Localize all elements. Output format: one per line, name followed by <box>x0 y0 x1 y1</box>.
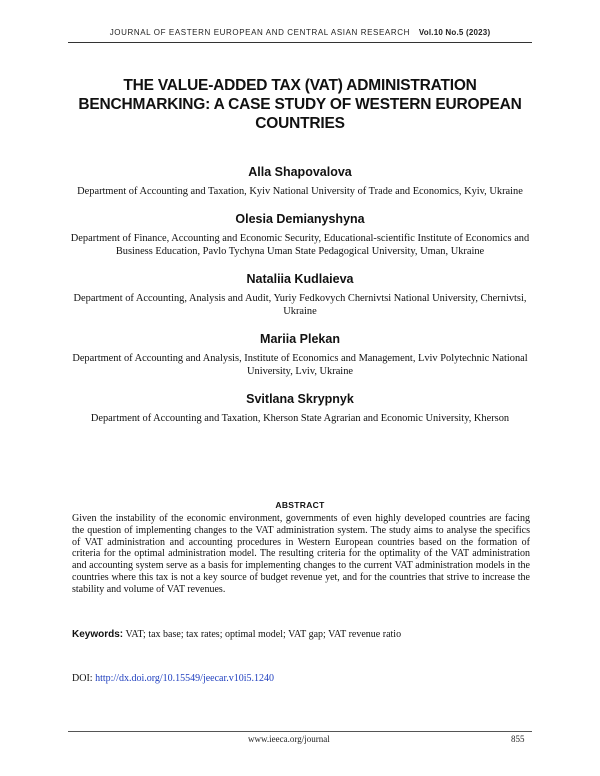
doi-link[interactable]: http://dx.doi.org/10.15549/jeecar.v10i5.1240 <box>95 673 275 684</box>
keywords-line <box>72 629 530 641</box>
author-name: Olesia Demianyshyna <box>235 212 365 226</box>
author-affiliation: Department of Accounting, Analysis and Audit, Yuriy Fedkovych Chernivtsi National University, Chernivtsi, Ukraine <box>73 293 527 317</box>
keywords-label: Keywords: <box>72 629 124 640</box>
page-number: 855 <box>511 734 525 744</box>
author-name: Alla Shapovalova <box>248 165 352 179</box>
author-block <box>60 271 540 318</box>
footer-url: www.ieeca.org/journal <box>248 734 330 744</box>
journal-header <box>0 28 600 37</box>
author-affiliation: Department of Finance, Accounting and Economic Security, Educational-scientific Institute of Economics and Business Education, Pavlo Tychyna Uman State Pedagogical University, Uman, Ukraine <box>70 233 530 257</box>
author-block <box>60 331 540 378</box>
author-list <box>60 164 540 438</box>
author-name: Nataliia Kudlaieva <box>246 272 354 286</box>
doi-line <box>72 673 530 685</box>
header-divider <box>68 42 532 43</box>
author-block <box>60 211 540 258</box>
journal-volume: Vol.10 No.5 (2023) <box>418 28 491 37</box>
author-affiliation: Department of Accounting and Taxation, Kherson State Agrarian and Economic University, Kherson <box>90 413 510 424</box>
abstract-text: Given the instability of the economic environment, governments of even highly developed countries are facing the question of implementing changes to the VAT administration system. The study aims to analyse the specifics of VAT administration and accounting procedures in Western European countries based on the formation of criteria for the optimal administration model. The resulting criteria for the optimality of the VAT administration and accounting system serve as a basis for implementing changes to the current VAT administration models in the countries where this tax is not a key source of budget revenue yet, and for the countries that strive to increase the stability and volume of VAT revenues. <box>72 513 530 595</box>
author-name: Svitlana Skrypnyk <box>246 392 354 406</box>
paper-title: THE VALUE-ADDED TAX (VAT) ADMINISTRATION BENCHMARKING: A CASE STUDY OF WESTERN EUROPEAN COUNTRIES <box>78 77 522 132</box>
author-name: Mariia Plekan <box>260 332 340 346</box>
author-affiliation: Department of Accounting and Analysis, Institute of Economics and Management, Lviv Polytechnic National University, Lviv, Ukraine <box>72 353 528 377</box>
abstract-heading: ABSTRACT <box>275 500 325 510</box>
doi-label: DOI: <box>72 673 93 684</box>
author-affiliation: Department of Accounting and Taxation, Kyiv National University of Trade and Economics, Kyiv, Ukraine <box>77 186 523 197</box>
keywords-text: VAT; tax base; tax rates; optimal model; VAT gap; VAT revenue ratio <box>125 629 402 640</box>
journal-name: JOURNAL OF EASTERN EUROPEAN AND CENTRAL ASIAN RESEARCH <box>109 28 410 37</box>
author-block <box>60 164 540 198</box>
author-block <box>60 391 540 425</box>
footer-divider <box>68 731 532 732</box>
